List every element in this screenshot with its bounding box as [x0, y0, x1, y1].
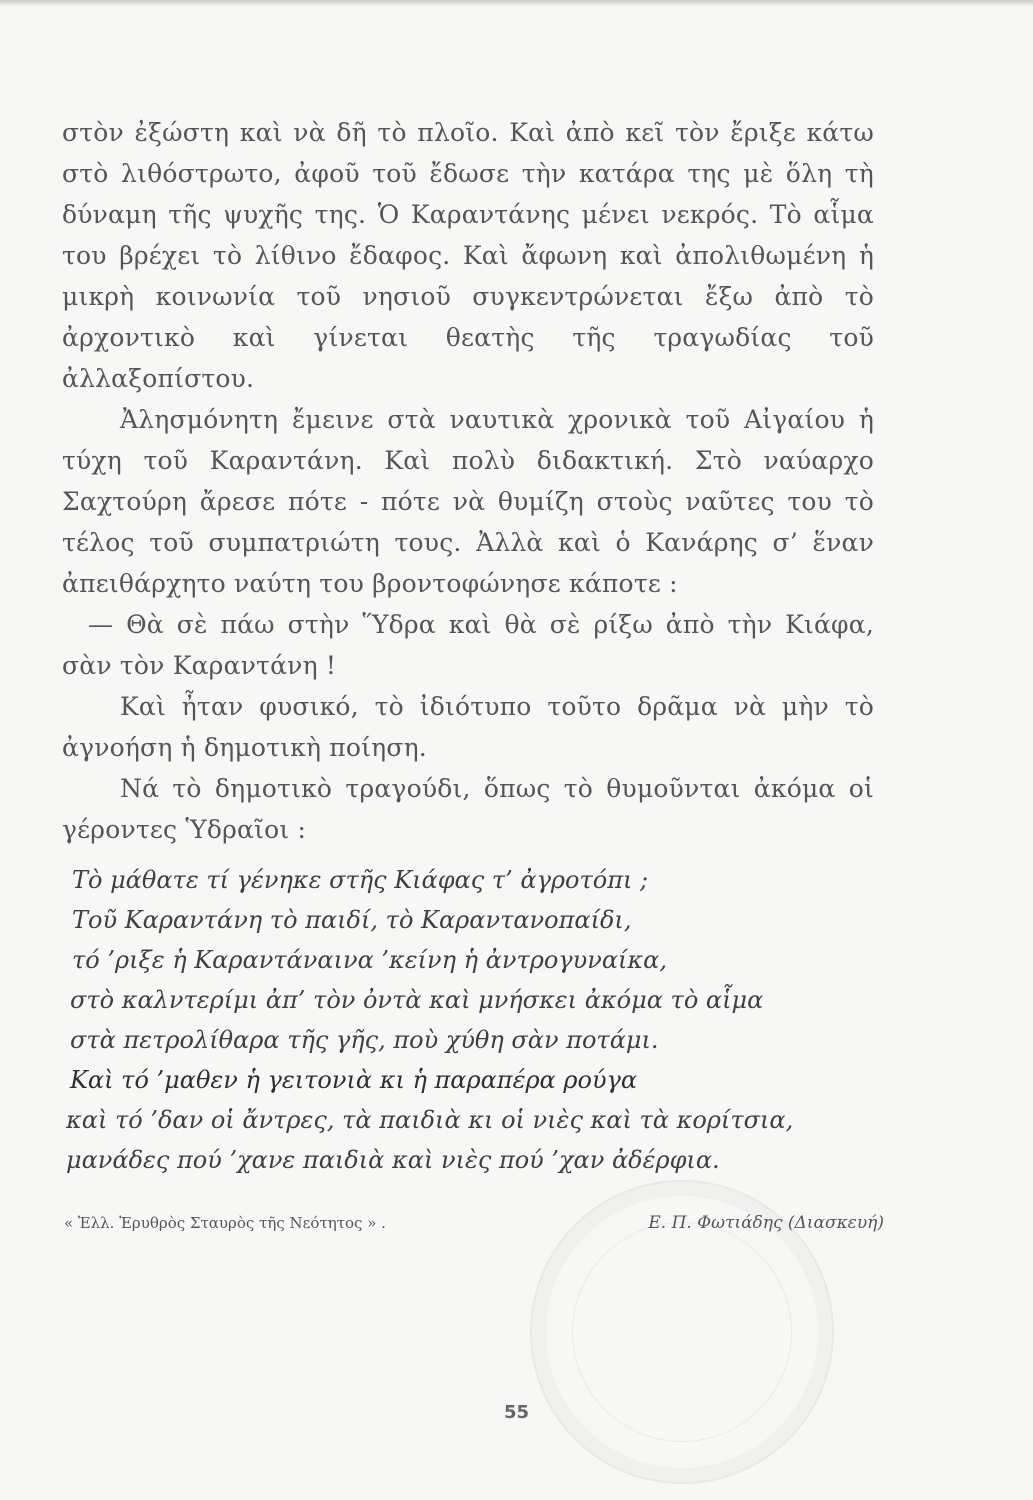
page-top-edge	[0, 0, 1033, 6]
poem-line: Καὶ τό ’μαθεν ἡ γειτονιὰ κι ἡ παραπέρα ρούγα	[70, 1066, 638, 1094]
paragraph: Νά τὸ δημοτικὸ τραγούδι, ὅπως τὸ θυμοῦνται ἀκόμα οἱ γέροντες Ὑδραῖοι :	[62, 774, 874, 844]
poem-line: καὶ τό ’δαν οἱ ἄντρες, τὰ παιδιὰ κι οἱ νιὲς καὶ τὰ κορίτσια,	[66, 1106, 794, 1134]
poem-line: στὰ πετρολίθαρα τῆς γῆς, ποὺ χύθη σὰν ποτάμι.	[70, 1026, 659, 1054]
paragraph: Καὶ ἦταν φυσικό, τὸ ἰδιότυπο τοῦτο δρᾶμα νὰ μὴν τὸ ἀγνοήση ἡ δημοτικὴ ποίηση.	[62, 692, 874, 762]
page-number: 55	[503, 1402, 530, 1423]
poem-line: Τὸ μάθατε τί γένηκε στῆς Κιάφας τ’ ἀγροτόπι ;	[72, 866, 649, 894]
paragraph: Ἀλησμόνητη ἔμεινε στὰ ναυτικὰ χρονικὰ τοῦ Αἰγαίου ἡ τύχη τοῦ Καραντάνη. Καὶ πολὺ διδακτική. Στὸ ναύαρχο Σαχτούρη ἄρεσε πότε - πότε νὰ θυμίζη στοὺς ναῦτες του τὸ τέλος τοῦ συμπατριώτη τους. Ἀλλὰ καὶ ὁ Κανάρης σ’ ἕναν ἀπειθάρχητο ναύτη του βροντοφώνησε κάποτε :	[62, 405, 874, 598]
source-footer	[64, 1213, 884, 1233]
body-text	[62, 112, 874, 850]
paragraph: στὸν ἐξώστη καὶ νὰ δῆ τὸ πλοῖο. Καὶ ἀπὸ κεῖ τὸν ἔριξε κάτω στὸ λιθόστρωτο, ἀφοῦ τοῦ ἔδωσε τὴν κατάρα της μὲ ὅλη τὴ δύναμη τῆς ψυχῆς της. Ὁ Καραντάνης μένει νεκρός. Τὸ αἷμα του βρέχει τὸ λίθινο ἔδαφος. Καὶ ἄφωνη καὶ ἀπολιθωμένη ἡ μικρὴ κοινωνία τοῦ νησιοῦ συγκεντρώνεται ἔξω ἀπὸ τὸ ἀρχοντικὸ καὶ γίνεται θεατὴς τῆς τραγωδίας τοῦ ἀλλαξοπίστου.	[62, 118, 874, 393]
dialogue-line: — Θὰ σὲ πάω στὴν Ὕδρα καὶ θὰ σὲ ρίξω ἀπὸ τὴν Κιάφα, σὰν τὸν Καραντάνη !	[62, 610, 874, 680]
poem-line: τό ’ριξε ἡ Καραντάναινα ’κείνη ἡ ἀντρογυναίκα,	[72, 946, 668, 974]
poem-line: μανάδες πού ’χανε παιδιὰ καὶ νιὲς πού ’χαν ἀδέρφια.	[66, 1146, 720, 1174]
poem-line: Τοῦ Καραντάνη τὸ παιδί, τὸ Καραντανοπαίδι,	[72, 906, 632, 934]
author-attribution: Ε. Π. Φωτιάδης (Διασκευή)	[648, 1213, 884, 1233]
source-citation: « Ἑλλ. Ἐρυθρὸς Σταυρὸς τῆς Νεότητος » .	[64, 1214, 386, 1232]
poem-line: στὸ καλντερίμι ἀπ’ τὸν ὀντὰ καὶ μνήσκει ἀκόμα τὸ αἷμα	[70, 986, 764, 1014]
folk-song-poem	[62, 860, 892, 1180]
